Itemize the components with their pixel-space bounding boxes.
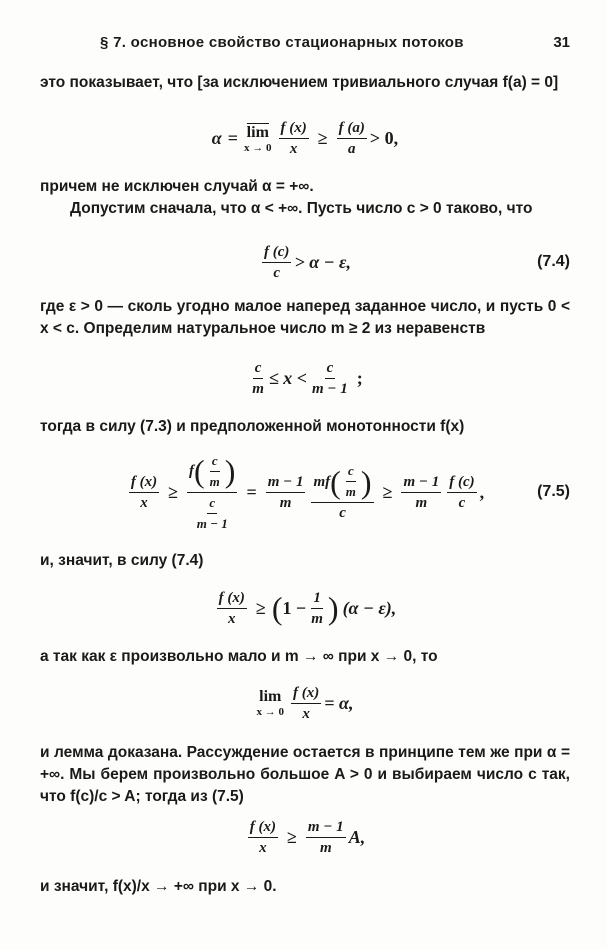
equation-7-4: $\frac{f (c)}{c}$ > α − ε, (7.4) bbox=[264, 243, 570, 281]
paragraph-3: Допустим сначала, что α < +∞. Пусть число c > 0 таково, что bbox=[70, 200, 533, 217]
equation-limit-alpha: lim x → 0 $\frac{f (x)}{x}$ = α, bbox=[256, 684, 354, 722]
paragraph-1: это показывает, что [за исключением тривиального случая f(a) = 0] bbox=[40, 74, 559, 91]
equation-number: (7.5) bbox=[537, 483, 570, 500]
paragraph-7: а так как ε произвольно мало и m → ∞ при x → 0, то bbox=[40, 648, 438, 665]
paragraph-9: и значит, f(x)/x → +∞ при x → 0. bbox=[40, 878, 277, 895]
fraction-fx-over-x: $\frac{f (x)}{x}$ bbox=[280, 119, 307, 157]
equation-7-5: $\frac{f (x)}{x}$ ≥ f ( $\frac{c}{m}$ ) $\frac{c}{m - 1}$ = $\frac{m - 1}{m}$ mf ( $\frac{c}{m}$ ) c ≥ $\frac{m - 1}{m}$ $\frac{f (c)}{c}$ , (7.5) bbox=[130, 452, 570, 531]
paragraph-4: где ε > 0 — сколь угодно малое наперед заданное число, и пусть 0 < x < c. Определим натуральное число m ≥ 2 из неравенств bbox=[40, 298, 570, 337]
page-number: 31 bbox=[553, 34, 570, 51]
limsup-operator: lim x → 0 bbox=[244, 123, 272, 154]
paragraph-5: тогда в силу (7.3) и предположенной монотонности f(x) bbox=[40, 418, 465, 435]
running-header bbox=[40, 30, 570, 58]
paragraph-8: и лемма доказана. Рассуждение остается в принципе тем же при α = +∞. Мы берем произвольно большое A > 0 и выбираем число c так, что f(c)/c > A; тогда из (7.5) bbox=[40, 744, 570, 805]
paragraph-2: причем не исключен случай α = +∞. bbox=[40, 178, 314, 195]
equation-alpha-limsup: α = lim x → 0 $\frac{f (x)}{x}$ ≥ $\frac{f (a)}{a}$ > 0, bbox=[211, 119, 399, 157]
compound-fraction: f ( $\frac{c}{m}$ ) $\frac{c}{m - 1}$ bbox=[189, 452, 236, 531]
equation-m-bounds: $\frac{c}{m}$ ≤ x < $\frac{c}{m - 1}$ ; bbox=[252, 359, 363, 397]
fraction-fa-over-a: $\frac{f (a)}{a}$ bbox=[338, 119, 365, 157]
equation-bound-A: $\frac{f (x)}{x}$ ≥ $\frac{m - 1}{m}$ A, bbox=[249, 818, 366, 856]
equation-number: (7.4) bbox=[537, 253, 570, 270]
equation-bound-epsilon: $\frac{f (x)}{x}$ ≥ ( 1 − $\frac{1}{m}$ ) (α − ε), bbox=[218, 589, 397, 627]
section-title: § 7. основное свойство стационарных потоков bbox=[100, 34, 464, 51]
paragraph-6: и, значит, в силу (7.4) bbox=[40, 552, 204, 569]
